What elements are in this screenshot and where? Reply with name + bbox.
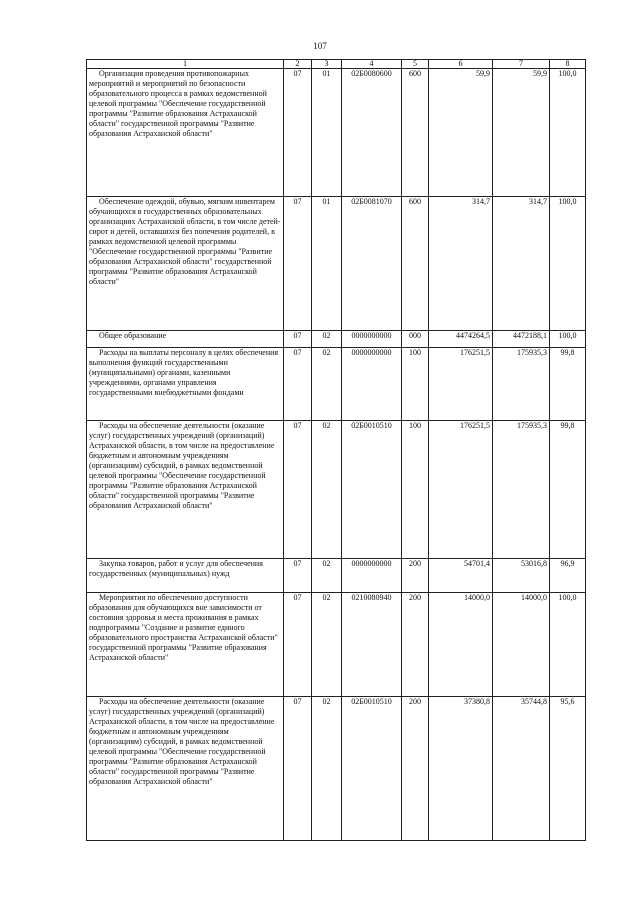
row-target-article: 02Б0010510	[342, 421, 402, 559]
table-row	[87, 593, 586, 697]
column-header: 4	[342, 60, 402, 69]
row-subsection: 01	[312, 197, 342, 331]
row-executed: 35744,8	[493, 697, 550, 841]
row-executed: 59,9	[493, 69, 550, 197]
row-description: Закупка товаров, работ и услуг для обеспечения государственных (муниципальных) нужд	[87, 559, 284, 593]
row-planned: 176251,5	[429, 348, 493, 421]
row-expense-type: 600	[402, 197, 429, 331]
row-expense-type: 100	[402, 421, 429, 559]
row-percent: 100,0	[550, 69, 586, 197]
row-target-article: 0000000000	[342, 348, 402, 421]
row-executed: 14000,0	[493, 593, 550, 697]
row-percent: 96,9	[550, 559, 586, 593]
row-percent: 100,0	[550, 331, 586, 348]
row-percent: 100,0	[550, 593, 586, 697]
row-percent: 95,6	[550, 697, 586, 841]
row-section: 07	[284, 331, 312, 348]
row-target-article: 0210080940	[342, 593, 402, 697]
row-executed: 314,7	[493, 197, 550, 331]
row-subsection: 01	[312, 69, 342, 197]
row-subsection: 02	[312, 348, 342, 421]
row-description: Расходы на обеспечение деятельности (оказание услуг) государственных учреждений (организаций) Астраханской области, в том числе на предоставление бюджетным и автономным учреждениям (организациям) субсидий, в рамках ведомственной целевой программы "Обеспечение государственной программы "Развитие образования Астраханской области" государственной программы "Развитие образования Астраханской области"	[87, 697, 284, 841]
table-row	[87, 559, 586, 593]
row-section: 07	[284, 197, 312, 331]
row-section: 07	[284, 593, 312, 697]
column-header: 2	[284, 60, 312, 69]
row-section: 07	[284, 697, 312, 841]
row-subsection: 02	[312, 697, 342, 841]
row-description: Общее образование	[87, 331, 284, 348]
row-target-article: 0000000000	[342, 559, 402, 593]
row-subsection: 02	[312, 421, 342, 559]
budget-table	[86, 59, 586, 841]
column-header: 1	[87, 60, 284, 69]
row-target-article: 02Б0080600	[342, 69, 402, 197]
row-expense-type: 200	[402, 697, 429, 841]
row-subsection: 02	[312, 331, 342, 348]
table-row	[87, 421, 586, 559]
row-planned: 37380,8	[429, 697, 493, 841]
row-percent: 99,8	[550, 421, 586, 559]
row-expense-type: 600	[402, 69, 429, 197]
table-row	[87, 69, 586, 197]
row-expense-type: 000	[402, 331, 429, 348]
row-percent: 100,0	[550, 197, 586, 331]
header-row	[87, 60, 586, 69]
row-subsection: 02	[312, 559, 342, 593]
row-planned: 4474264,5	[429, 331, 493, 348]
column-header: 6	[429, 60, 493, 69]
row-description: Мероприятия по обеспечению доступности образования для обучающихся вне зависимости от состояния здоровья и места проживания в рамках подпрограммы "Создание и развитие единого образовательного пространства Астраханской области" государственной программы "Развитие образования Астраханской области"	[87, 593, 284, 697]
table-row	[87, 197, 586, 331]
row-planned: 176251,5	[429, 421, 493, 559]
row-description: Расходы на выплаты персоналу в целях обеспечения выполнения функций государственными (муниципальными) органами, казенными учреждениями, органами управления государственными внебюджетными фондами	[87, 348, 284, 421]
row-target-article: 02Б0081070	[342, 197, 402, 331]
row-expense-type: 200	[402, 593, 429, 697]
table-row	[87, 697, 586, 841]
row-expense-type: 200	[402, 559, 429, 593]
row-section: 07	[284, 559, 312, 593]
page-number: 107	[313, 41, 327, 51]
column-header: 8	[550, 60, 586, 69]
row-section: 07	[284, 69, 312, 197]
row-description: Организация проведения противопожарных мероприятий и мероприятий по безопасности образовательного процесса в рамках ведомственной целевой программы "Обеспечение государственной программы "Развитие образования Астраханской области" государственной программы "Развитие образования Астраханской области"	[87, 69, 284, 197]
row-target-article: 0000000000	[342, 331, 402, 348]
row-description: Обеспечение одеждой, обувью, мягким инвентарем обучающихся в государственных образовательных организациях Астраханской области, в том числе детей-сирот и детей, оставшихся без попечения родителей, в рамках ведомственной целевой программы "Обеспечение государственной программы "Развитие образования Астраханской области" государственной программы "Развитие образования Астраханской области"	[87, 197, 284, 331]
row-section: 07	[284, 348, 312, 421]
column-header: 3	[312, 60, 342, 69]
row-planned: 314,7	[429, 197, 493, 331]
row-description: Расходы на обеспечение деятельности (оказание услуг) государственных учреждений (организаций) Астраханской области, в том числе на предоставление бюджетным и автономным учреждениям (организациям) субсидий, в рамках ведомственной целевой программы "Обеспечение государственной программы "Развитие образования Астраханской области" государственной программы "Развитие образования Астраханской области"	[87, 421, 284, 559]
row-section: 07	[284, 421, 312, 559]
column-header: 5	[402, 60, 429, 69]
row-planned: 54701,4	[429, 559, 493, 593]
row-subsection: 02	[312, 593, 342, 697]
row-target-article: 02Б0010510	[342, 697, 402, 841]
row-executed: 4472188,1	[493, 331, 550, 348]
column-header: 7	[493, 60, 550, 69]
row-percent: 99,8	[550, 348, 586, 421]
row-expense-type: 100	[402, 348, 429, 421]
row-planned: 59,9	[429, 69, 493, 197]
table-row	[87, 348, 586, 421]
row-executed: 175935,3	[493, 348, 550, 421]
row-executed: 53016,8	[493, 559, 550, 593]
row-executed: 175935,3	[493, 421, 550, 559]
row-planned: 14000,0	[429, 593, 493, 697]
table-row	[87, 331, 586, 348]
